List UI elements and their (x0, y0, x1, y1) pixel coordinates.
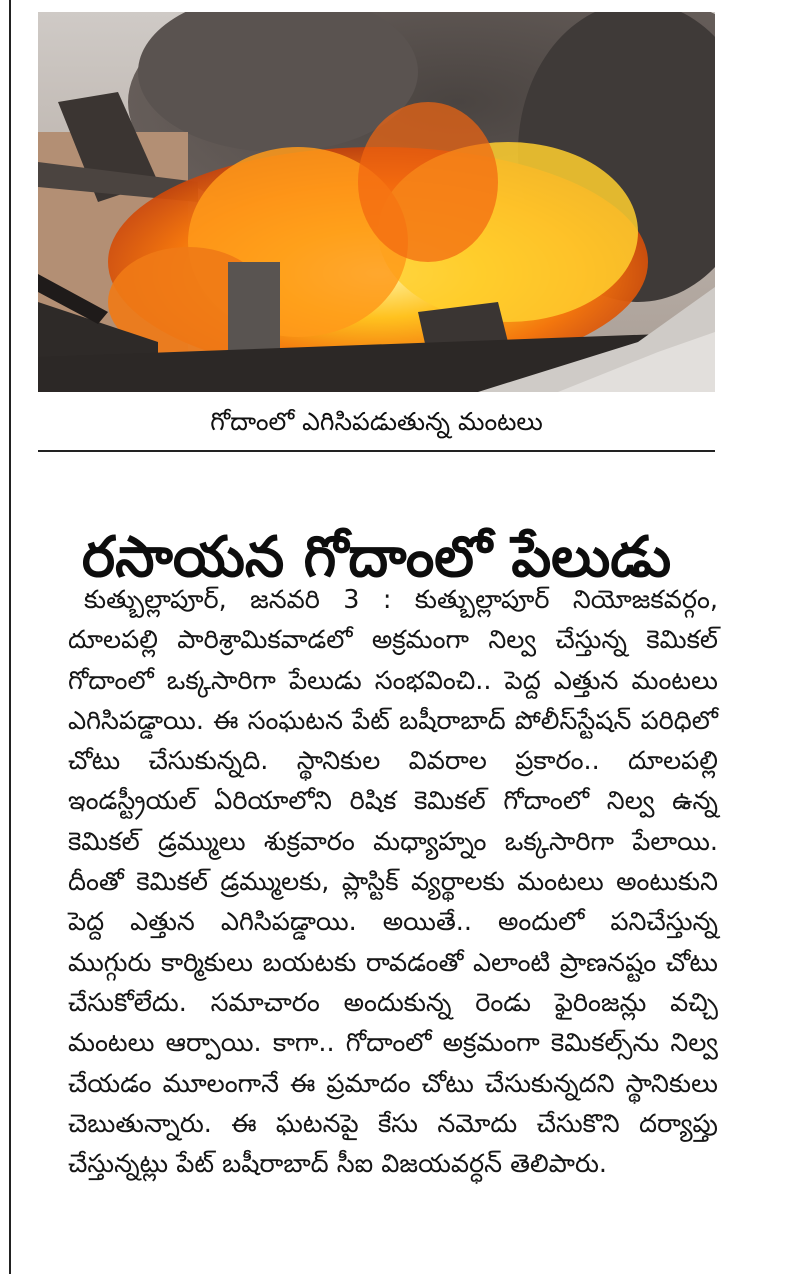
caption-divider (38, 450, 715, 452)
news-photo (38, 12, 715, 392)
article-dateline: కుత్బుల్లాపూర్, జనవరి 3 : (84, 585, 415, 615)
headline: రసాయన గోదాంలో పేలుడు (81, 524, 672, 590)
article-body (68, 580, 718, 1184)
fire-illustration (38, 12, 715, 392)
article-text: కుత్బుల్లాపూర్ నియోజకవర్గం, దూలపల్లి పారిశ్రామికవాడలో అక్రమంగా నిల్వ చేస్తున్న కెమికల్ గోదాంలో ఒక్కసారిగా పేలుడు సంభవించి.. పెద్ద ఎత్తున మంటలు ఎగిసిపడ్డాయి. ఈ సంఘటన పేట్ బషీరాబాద్ పోలీస్‌స్టేషన్ పరిధిలో చోటు చేసుకున్నది. స్థానికుల వివరాల ప్రకారం.. దూలపల్లి ఇండస్ట్రీయల్ ఏరియాలోని రిషిక కెమికల్ గోదాంలో నిల్వ ఉన్న కెమికల్ డ్రమ్ములు శుక్రవారం మధ్యాహ్నం ఒక్కసారిగా పేలాయి. దీంతో కెమికల్ డ్రమ్ములకు, ప్లాస్టిక్ వ్యర్థాలకు మంటలు అంటుకుని పెద్ద ఎత్తున ఎగిసిపడ్డాయి. అయితే.. అందులో పనిచేస్తున్న ముగ్గురు కార్మికులు బయటకు రావడంతో ఎలాంటి ప్రాణనష్టం చోటు చేసుకోలేదు. సమాచారం అందుకున్న రెండు ఫైరింజన్లు వచ్చి మంటలు ఆర్పాయి. కాగా.. గోదాంలో అక్రమంగా కెమికల్స్‌ను నిల్వ చేయడం మూలంగానే ఈ ప్రమాదం చోటు చేసుకున్నదని స్థానికులు చెబుతున్నారు. ఈ ఘటనపై కేసు నమోదు చేసుకొని దర్యాప్తు చేస్తున్నట్లు పేట్ బషీరాబాద్ సీఐ విజయవర్ధన్ తెలిపారు. (68, 585, 718, 1180)
column-divider (9, 0, 11, 1274)
photo-caption: గోదాంలో ఎగిసిపడుతున్న మంటలు (210, 407, 543, 436)
